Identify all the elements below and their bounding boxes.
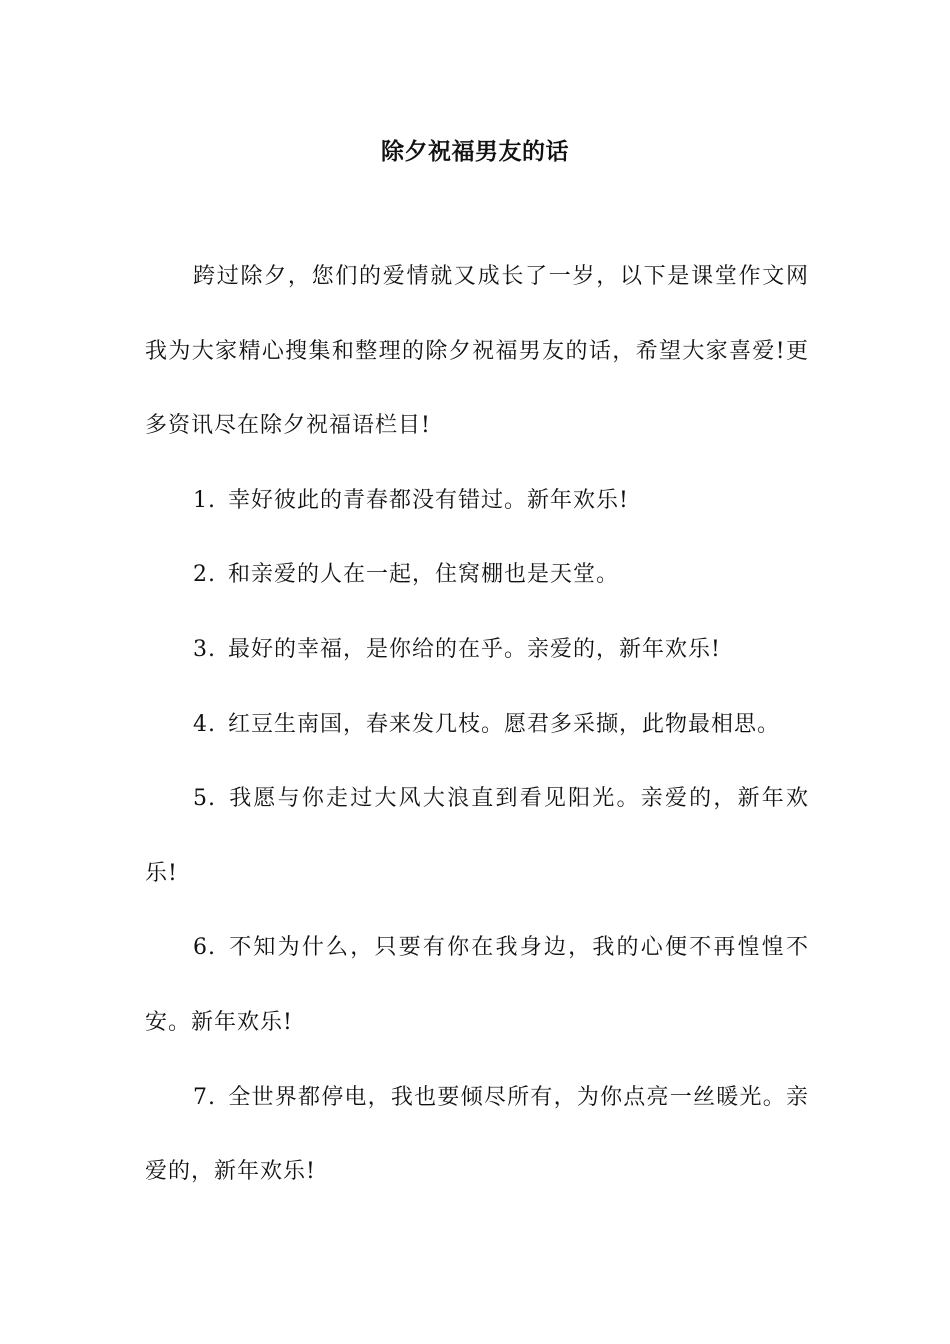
item-number: 3.	[193, 636, 216, 662]
list-item	[145, 911, 809, 1060]
item-number: 2.	[193, 562, 216, 588]
list-item	[145, 538, 809, 613]
item-text: 我愿与你走过大风大浪直到看见阳光。亲爱的，新年欢乐!	[145, 786, 809, 886]
item-number: 4.	[193, 711, 216, 737]
item-number: 7.	[193, 1084, 216, 1110]
document-body	[145, 240, 809, 1210]
item-text: 幸好彼此的青春都没有错过。新年欢乐!	[228, 487, 629, 513]
list-item	[145, 1061, 809, 1210]
item-number: 5.	[193, 786, 216, 812]
item-number: 1.	[193, 487, 216, 513]
list-item	[145, 688, 809, 763]
item-number: 6.	[193, 935, 216, 961]
item-text: 全世界都停电，我也要倾尽所有，为你点亮一丝暖光。亲爱的，新年欢乐!	[145, 1084, 809, 1185]
item-text: 最好的幸福，是你给的在乎。亲爱的，新年欢乐!	[228, 636, 721, 662]
document-title: 除夕祝福男友的话	[381, 139, 569, 165]
list-item	[145, 464, 809, 539]
item-text: 不知为什么，只要有你在我身边，我的心便不再惶惶不安。新年欢乐!	[145, 935, 809, 1035]
item-text: 和亲爱的人在一起，住窝棚也是天堂。	[228, 562, 620, 588]
list-item	[145, 613, 809, 688]
list-item	[145, 762, 809, 911]
item-text: 红豆生南国，春来发几枝。愿君多采撷，此物最相思。	[228, 711, 781, 737]
intro-paragraph: 跨过除夕，您们的爱情就又成长了一岁，以下是课堂作文网我为大家精心搜集和整理的除夕祝福男友的话，希望大家喜爱!更多资讯尽在除夕祝福语栏目!	[145, 264, 809, 439]
